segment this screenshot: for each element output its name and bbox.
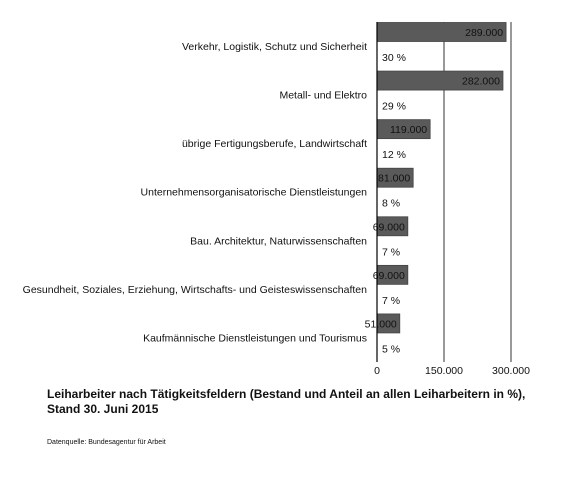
category-label: Kaufmännische Dienstleistungen und Tourismus: [143, 332, 367, 345]
x-tick-label: 300.000: [492, 365, 530, 377]
category-label: übrige Fertigungsberufe, Landwirtschaft: [181, 138, 367, 151]
bar-value-label: 119.000: [389, 124, 428, 137]
chart-caption: Leiharbeiter nach Tätigkeitsfeldern (Bestand und Anteil an allen Leiharbeitern in %), Stand 30. Juni 2015: [47, 387, 526, 416]
bar-value-label: 289.000: [465, 27, 504, 39]
bar-value-label: 69.000: [372, 221, 405, 234]
category-label: Bau. Architektur, Naturwissenschaften: [190, 235, 367, 248]
x-tick-label: 0: [374, 365, 380, 377]
bar-value-label: 81.000: [378, 172, 411, 185]
bar-value-label: 282.000: [461, 75, 500, 88]
share-percent-label: 5 %: [382, 343, 401, 356]
category-label: Gesundheit, Soziales, Erziehung, Wirtschafts- und Geisteswissenschaften: [22, 283, 367, 296]
category-label: Metall- und Elektro: [279, 89, 367, 102]
x-tick-label: 150.000: [425, 365, 463, 377]
bar-value-label: 69.000: [372, 269, 405, 282]
bar-value-label: 51.000: [364, 318, 397, 331]
data-source-note: Datenquelle: Bundesagentur für Arbeit: [47, 439, 166, 446]
share-percent-label: 12 %: [382, 149, 406, 162]
share-percent-label: 7 %: [382, 246, 401, 259]
category-label: Unternehmensorganisatorische Dienstleistungen: [140, 186, 367, 199]
share-percent-label: 8 %: [382, 197, 401, 210]
x-axis-ticks: [374, 365, 530, 377]
share-percent-label: 29 %: [382, 100, 406, 113]
share-percent-label: 30 %: [382, 52, 406, 64]
share-percent-label: 7 %: [382, 294, 401, 307]
category-label: Verkehr, Logistik, Schutz und Sicherheit: [181, 41, 367, 53]
